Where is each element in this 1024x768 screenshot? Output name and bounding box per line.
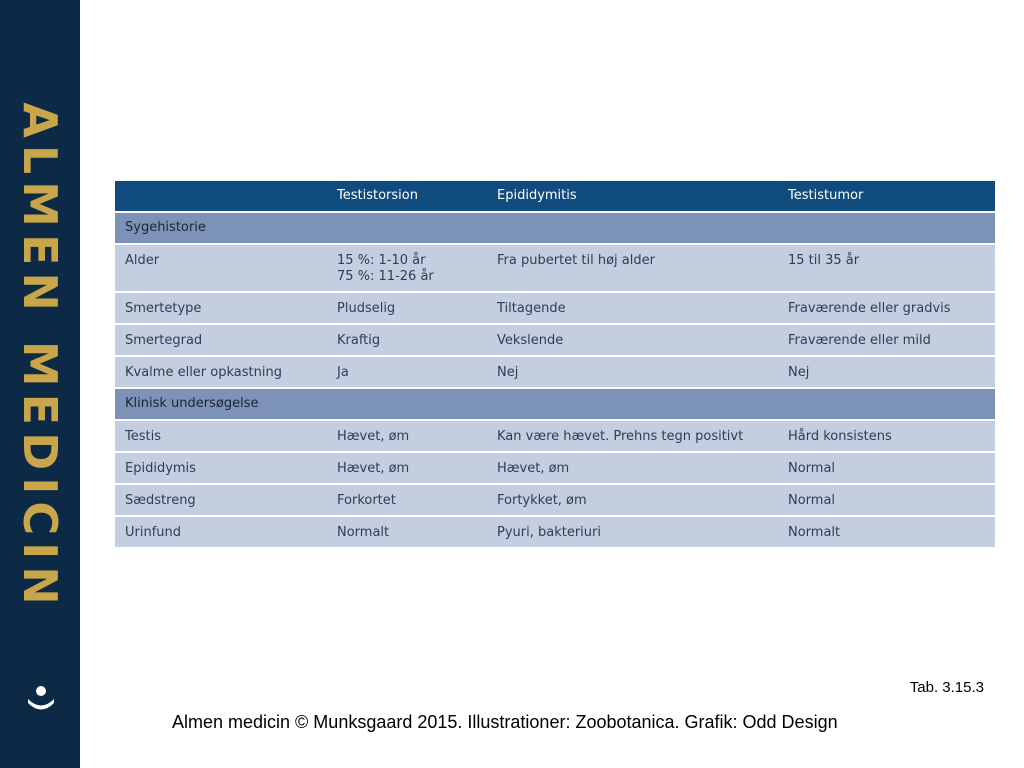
- table-row: [115, 483, 995, 515]
- table-cell: Hævet, øm: [337, 451, 497, 483]
- header-cell: Epididymitis: [497, 181, 788, 211]
- table-cell: Nej: [497, 355, 788, 387]
- table-cell: Normalt: [337, 515, 497, 547]
- table-cell: 15 til 35 år: [788, 243, 995, 291]
- row-label: Urinfund: [115, 515, 337, 547]
- table-row: [115, 419, 995, 451]
- table-cell: Tiltagende: [497, 291, 788, 323]
- header-cell: Testistumor: [788, 181, 995, 211]
- table-body: [115, 211, 995, 547]
- table-cell: Pyuri, bakteriuri: [497, 515, 788, 547]
- brand-title: ALMEN MEDICIN: [13, 102, 67, 612]
- row-label: Smertetype: [115, 291, 337, 323]
- table-cell: Nej: [788, 355, 995, 387]
- table-cell: Fra pubertet til høj alder: [497, 243, 788, 291]
- table-cell: Fraværende eller mild: [788, 323, 995, 355]
- header-cell: [115, 181, 337, 211]
- table-cell: Normal: [788, 451, 995, 483]
- table-cell: Normal: [788, 483, 995, 515]
- table-row: [115, 451, 995, 483]
- table-cell: Hævet, øm: [337, 419, 497, 451]
- munksgaard-logo-icon: [24, 682, 58, 716]
- sidebar: [0, 0, 80, 768]
- table-cell: Vekslende: [497, 323, 788, 355]
- table-row: [115, 323, 995, 355]
- section-row: [115, 387, 995, 419]
- table-row: [115, 355, 995, 387]
- table-cell: Forkortet: [337, 483, 497, 515]
- row-label: Sædstreng: [115, 483, 337, 515]
- credit-line: Almen medicin © Munksgaard 2015. Illustrationer: Zoobotanica. Grafik: Odd Design: [172, 712, 838, 732]
- row-label: Kvalme eller opkastning: [115, 355, 337, 387]
- table-cell: Kan være hævet. Prehns tegn positivt: [497, 419, 788, 451]
- header-cell: Testistorsion: [337, 181, 497, 211]
- section-row: [115, 211, 995, 243]
- row-label: Epididymis: [115, 451, 337, 483]
- row-label: Smertegrad: [115, 323, 337, 355]
- row-label: Alder: [115, 243, 337, 291]
- comparison-table-container: [115, 181, 995, 547]
- table-cell: Ja: [337, 355, 497, 387]
- table-cell: Fraværende eller gradvis: [788, 291, 995, 323]
- row-label: Testis: [115, 419, 337, 451]
- table-row: [115, 515, 995, 547]
- table-cell: Normalt: [788, 515, 995, 547]
- table-header-row: [115, 181, 995, 211]
- table-cell: Kraftig: [337, 323, 497, 355]
- section-title: Sygehistorie: [115, 211, 995, 243]
- table-cell: Fortykket, øm: [497, 483, 788, 515]
- table-cell: Hævet, øm: [497, 451, 788, 483]
- table-cell: Hård konsistens: [788, 419, 995, 451]
- table-cell: Pludselig: [337, 291, 497, 323]
- table-row: [115, 291, 995, 323]
- section-title: Klinisk undersøgelse: [115, 387, 995, 419]
- table-cell: 15 %: 1-10 år 75 %: 11-26 år: [337, 243, 497, 291]
- table-row: [115, 243, 995, 291]
- comparison-table: [115, 181, 995, 547]
- table-number: Tab. 3.15.3: [909, 679, 984, 696]
